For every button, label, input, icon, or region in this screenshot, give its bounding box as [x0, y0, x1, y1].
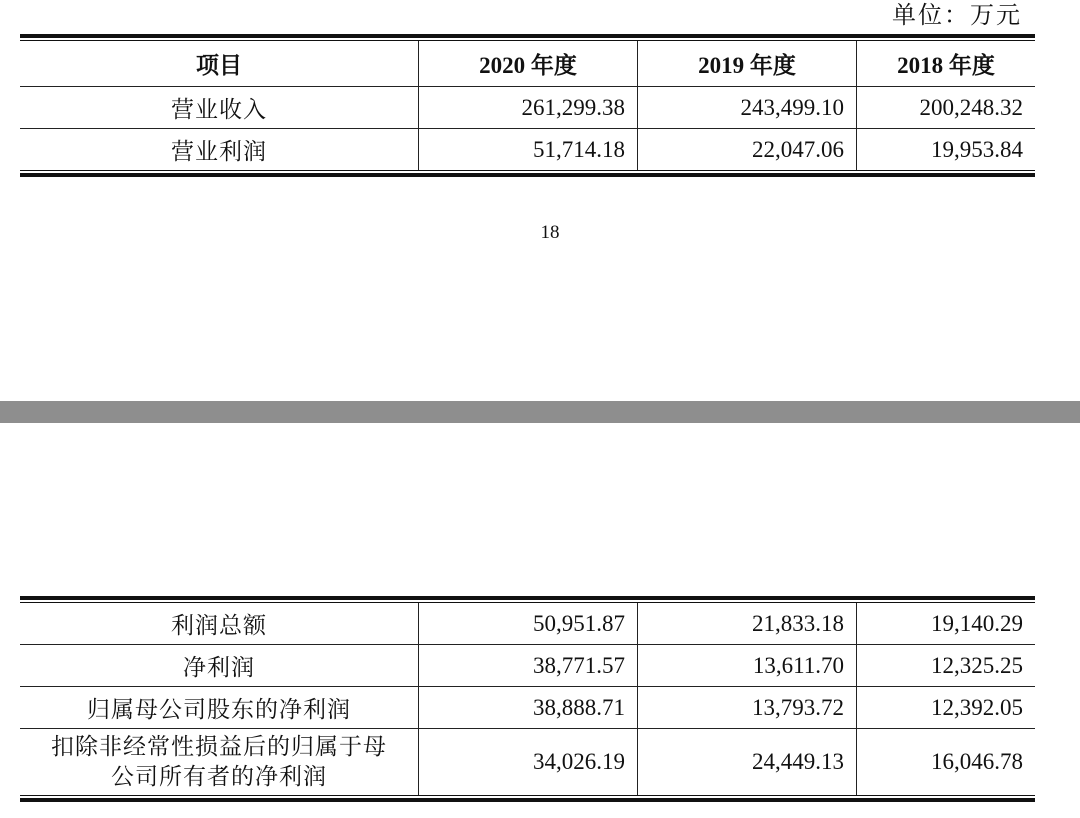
table-row [20, 729, 1035, 795]
header-2020: 2020 年度 [418, 41, 637, 86]
header-item: 项目 [196, 53, 242, 78]
value-2019: 243,499.10 [637, 87, 856, 128]
table-row [20, 129, 1035, 170]
financial-table-top [20, 34, 1035, 177]
value-2019: 13,611.70 [637, 645, 856, 686]
row-label: 营业利润 [171, 139, 267, 164]
value-2018: 19,140.29 [856, 603, 1035, 644]
page-separator [0, 401, 1080, 423]
table-header-row [20, 41, 1035, 87]
row-label: 净利润 [183, 655, 255, 680]
page-number: 18 [540, 222, 560, 243]
table-bottom-rule [20, 798, 1035, 802]
value-2019: 13,793.72 [637, 687, 856, 728]
row-label [20, 729, 418, 795]
value-2020: 50,951.87 [418, 603, 637, 644]
value-2020: 261,299.38 [418, 87, 637, 128]
value-2019: 22,047.06 [637, 129, 856, 170]
value-2020: 38,771.57 [418, 645, 637, 686]
value-2018: 200,248.32 [856, 87, 1035, 128]
header-2018: 2018 年度 [856, 41, 1035, 86]
table-row [20, 645, 1035, 687]
value-2020: 34,026.19 [418, 729, 637, 795]
value-2019: 24,449.13 [637, 729, 856, 795]
header-2019: 2019 年度 [637, 41, 856, 86]
value-2020: 51,714.18 [418, 129, 637, 170]
value-2020: 38,888.71 [418, 687, 637, 728]
value-2018: 19,953.84 [856, 129, 1035, 170]
row-label-line2: 公司所有者的净利润 [111, 764, 327, 789]
page-top [0, 0, 1080, 400]
row-label: 归属母公司股东的净利润 [87, 697, 351, 722]
value-2018: 12,325.25 [856, 645, 1035, 686]
value-2018: 16,046.78 [856, 729, 1035, 795]
page-bottom [0, 423, 1080, 818]
row-label: 营业收入 [171, 97, 267, 122]
row-label: 利润总额 [171, 613, 267, 638]
value-2018: 12,392.05 [856, 687, 1035, 728]
value-2019: 21,833.18 [637, 603, 856, 644]
table-row [20, 687, 1035, 729]
table-bottom-rule [20, 173, 1035, 177]
financial-table-bottom [20, 596, 1035, 802]
row-label-line1: 扣除非经常性损益后的归属于母 [51, 734, 387, 759]
table-row [20, 603, 1035, 645]
table-row [20, 87, 1035, 129]
unit-label: 单位：万元 [892, 3, 1022, 29]
